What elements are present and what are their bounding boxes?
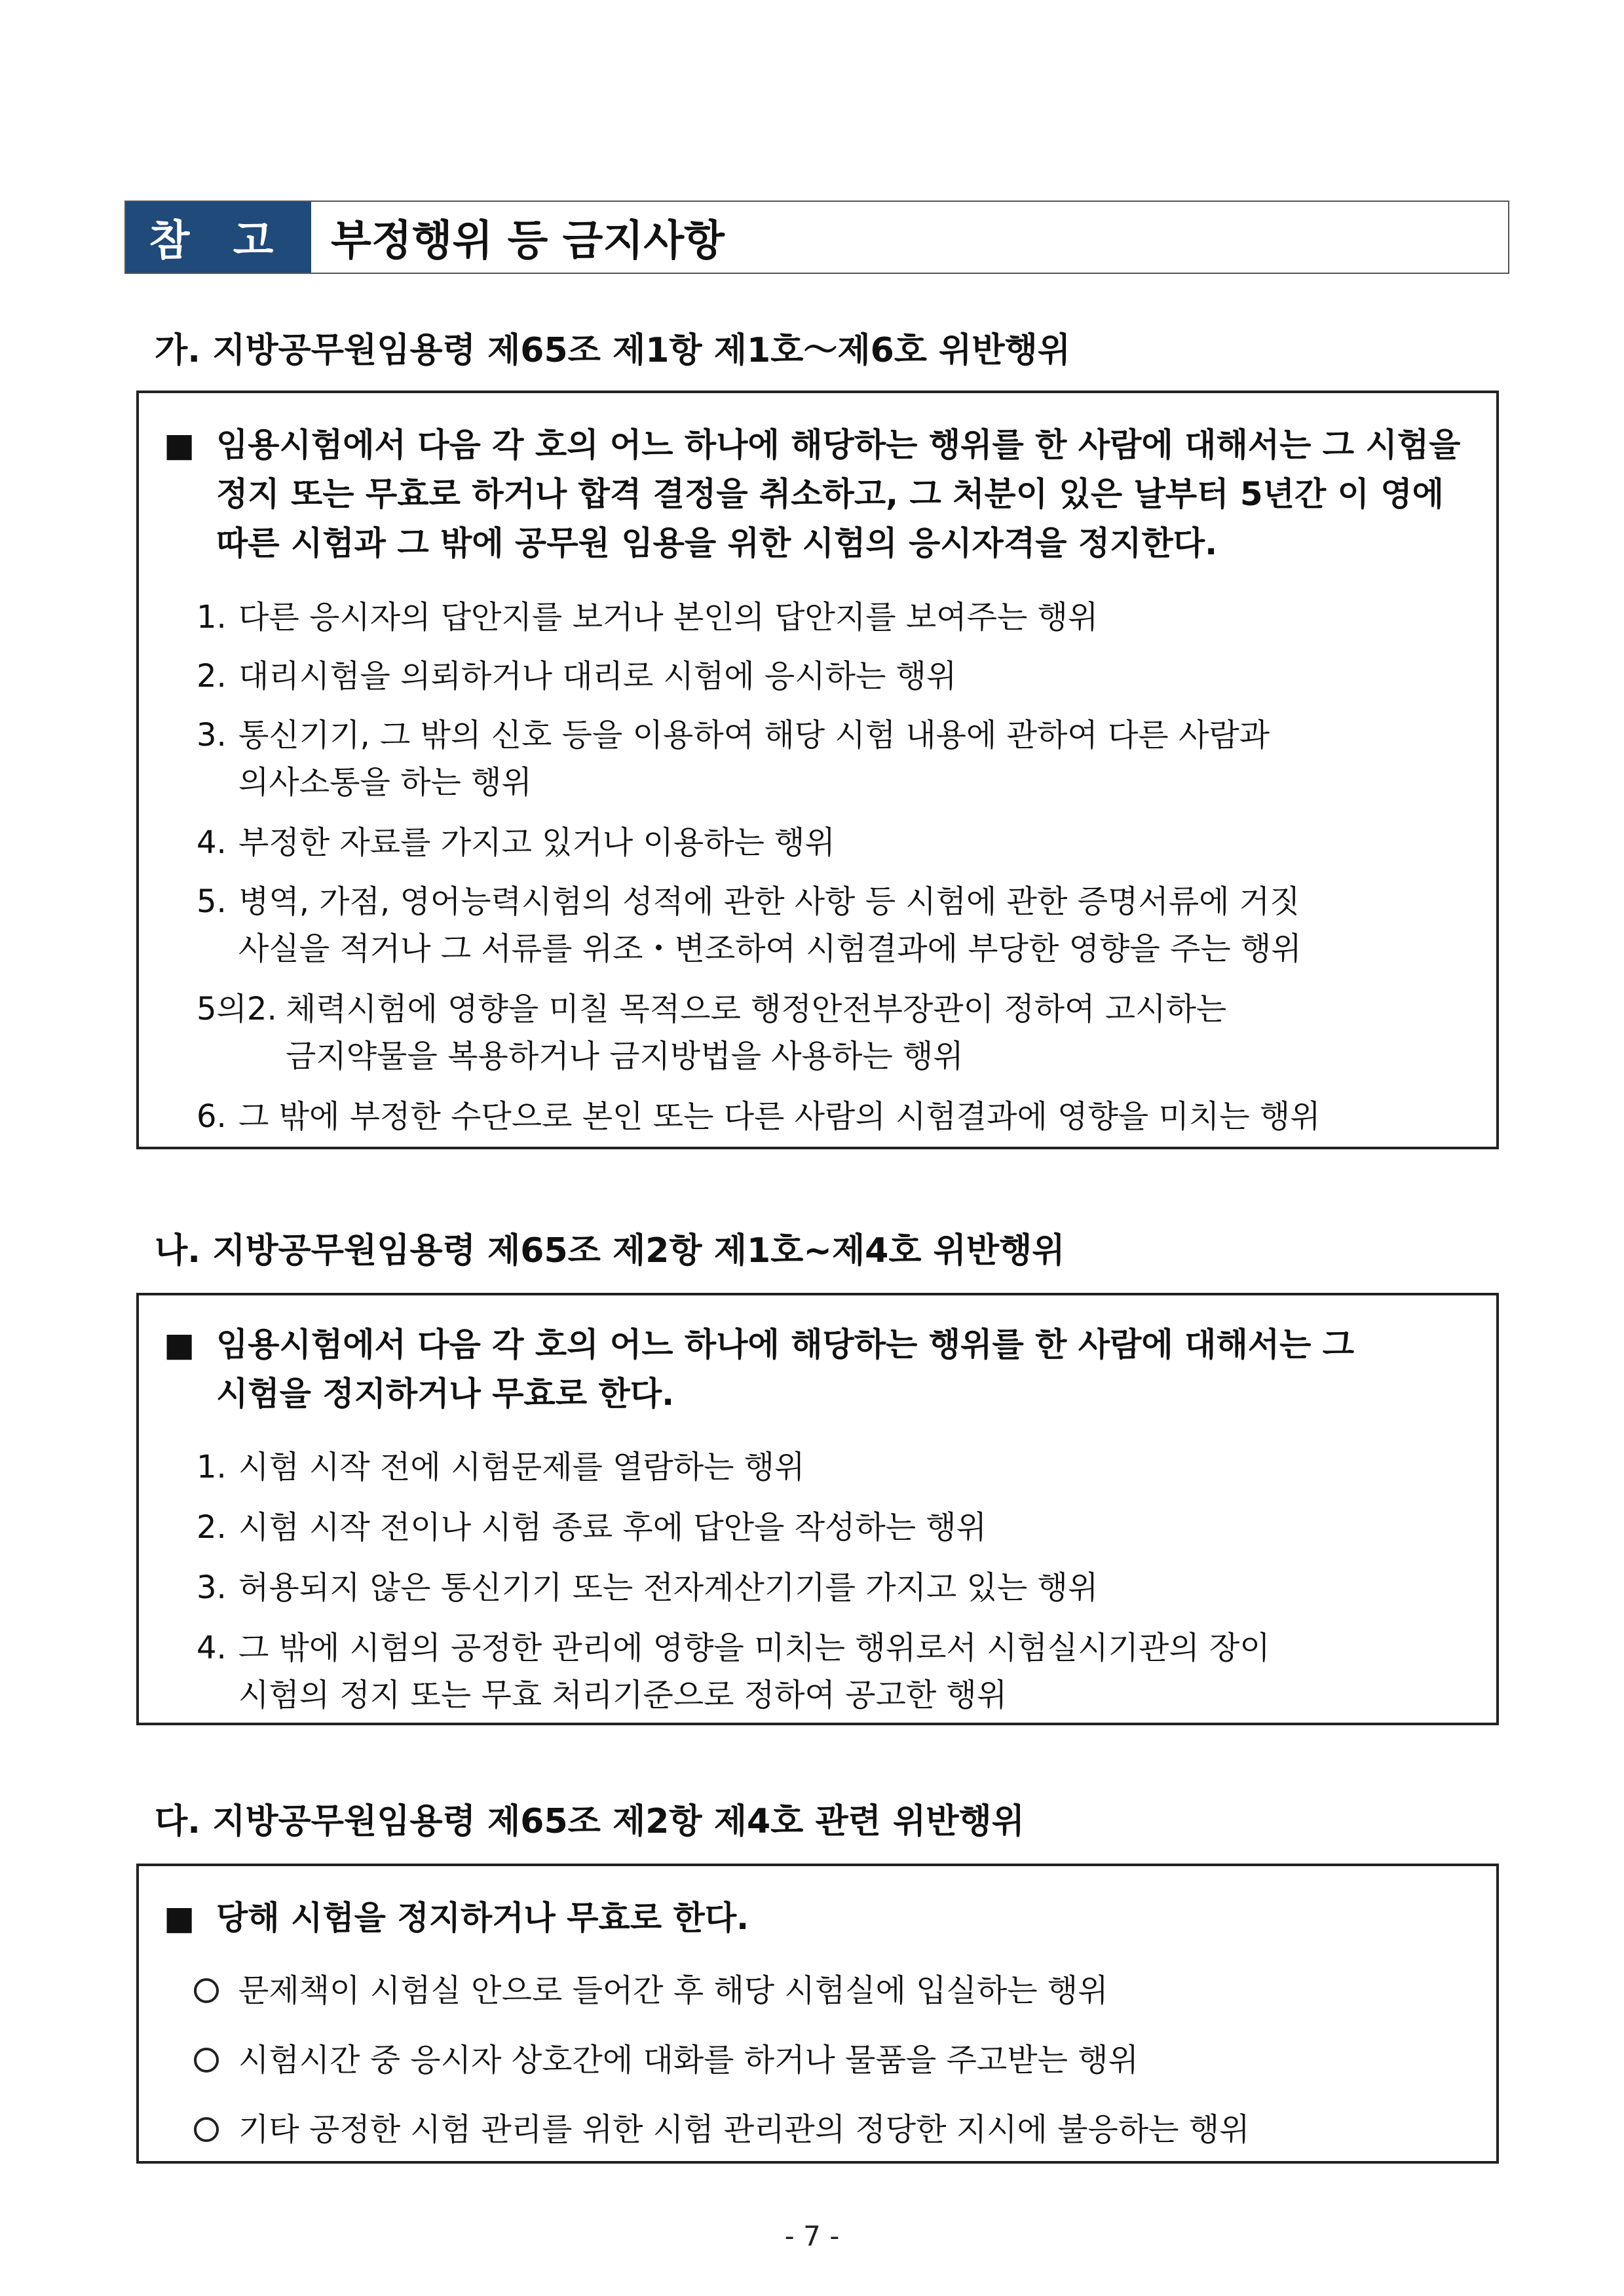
section-b-box — [136, 1293, 1499, 1725]
list-item — [197, 819, 1481, 866]
section-a-heading: 가. 지방공무원임용령 제65조 제1항 제1호～제6호 위반행위 — [155, 331, 1071, 370]
item-text: 통신기기, 그 밖의 신호 등을 이용하여 해당 시험 내용에 관하여 다른 사람과 — [238, 717, 1270, 754]
item-number: 5. — [197, 883, 227, 920]
item-number: 1. — [197, 1449, 227, 1485]
list-item — [197, 1624, 1481, 1719]
section-b-heading: 나. 지방공무원임용령 제65조 제2항 제1호~제4호 위반행위 — [155, 1231, 1065, 1271]
section-c-box — [136, 1864, 1499, 2164]
item-text: 시험 시작 전에 시험문제를 열람하는 행위 — [238, 1449, 805, 1485]
circle-bullet-icon — [194, 1978, 219, 2003]
item-text: 그 밖에 부정한 수단으로 본인 또는 다른 사람의 시험결과에 영향을 미치는 행위 — [238, 1098, 1321, 1135]
item-text: 허용되지 않은 통신기기 또는 전자계산기기를 가지고 있는 행위 — [238, 1569, 1099, 1606]
list-item — [194, 1967, 1108, 2014]
section-a-box — [136, 391, 1499, 1149]
lead-line: 따른 시험과 그 밖에 공무원 임용을 위한 시험의 응시자격을 정지한다. — [216, 524, 1218, 562]
list-item — [197, 1444, 1481, 1491]
item-number: 6. — [197, 1098, 227, 1135]
item-text: 병역, 가점, 영어능력시험의 성적에 관한 사항 등 시험에 관한 증명서류에 거짓 — [238, 883, 1300, 920]
list-item — [197, 1564, 1481, 1611]
section-c-heading: 다. 지방공무원임용령 제65조 제2항 제4호 관련 위반행위 — [155, 1802, 1025, 1841]
item-number: 2. — [197, 658, 227, 695]
reference-header — [124, 201, 1509, 274]
item-text: 부정한 자료를 가지고 있거나 이용하는 행위 — [238, 824, 835, 861]
list-item — [194, 2037, 1139, 2084]
list-item — [197, 1093, 1481, 1140]
item-text: 대리시험을 의뢰하거나 대리로 시험에 응시하는 행위 — [238, 658, 957, 695]
list-item — [197, 1504, 1481, 1551]
list-item — [197, 653, 1481, 700]
lead-line: 임용시험에서 다음 각 호의 어느 하나에 해당하는 행위를 한 사람에 대해서는 그 — [216, 1326, 1355, 1364]
item-text: 시험 시작 전이나 시험 종료 후에 답안을 작성하는 행위 — [238, 1509, 987, 1546]
item-text: 금지약물을 복용하거나 금지방법을 사용하는 행위 — [286, 1038, 964, 1075]
item-number: 5의2. — [197, 991, 277, 1027]
square-bullet-icon: ■ — [164, 1899, 195, 1937]
section-c-lead — [164, 1894, 1467, 1943]
item-text: 시험시간 중 응시자 상호간에 대화를 하거나 물품을 주고받는 행위 — [238, 2042, 1139, 2078]
section-a-lead — [164, 421, 1467, 568]
list-item — [197, 594, 1481, 641]
square-bullet-icon: ■ — [164, 426, 195, 464]
page-title: 부정행위 등 금지사항 — [331, 217, 725, 265]
item-text: 그 밖에 시험의 공정한 관리에 영향을 미치는 행위로서 시험실시기관의 장이 — [238, 1630, 1270, 1666]
item-text: 사실을 적거나 그 서류를 위조・변조하여 시험결과에 부당한 영향을 주는 행위 — [238, 930, 1302, 967]
item-number: 4. — [197, 1630, 227, 1666]
item-number: 4. — [197, 824, 227, 861]
lead-line: 정지 또는 무효로 하거나 합격 결정을 취소하고, 그 처분이 있은 날부터 5년간 이 영에 — [216, 475, 1444, 513]
item-number: 1. — [197, 599, 227, 636]
item-text: 문제책이 시험실 안으로 들어간 후 해당 시험실에 입실하는 행위 — [238, 1972, 1108, 2009]
circle-bullet-icon — [194, 2048, 219, 2073]
lead-line: 임용시험에서 다음 각 호의 어느 하나에 해당하는 행위를 한 사람에 대해서는 그 시험을 — [216, 426, 1461, 464]
list-item — [197, 985, 1481, 1080]
list-item — [197, 712, 1481, 806]
lead-line: 당해 시험을 정지하거나 무효로 한다. — [216, 1899, 749, 1937]
lead-line: 시험을 정지하거나 무효로 한다. — [216, 1375, 675, 1413]
item-text: 시험의 정지 또는 무효 처리기준으로 정하여 공고한 행위 — [238, 1677, 1008, 1713]
item-text: 기타 공정한 시험 관리를 위한 시험 관리관의 정당한 지시에 불응하는 행위 — [238, 2111, 1250, 2148]
item-text: 체력시험에 영향을 미칠 목적으로 행정안전부장관이 정하여 고시하는 — [286, 991, 1227, 1027]
item-text: 다른 응시자의 답안지를 보거나 본인의 답안지를 보여주는 행위 — [238, 599, 1099, 636]
item-number: 3. — [197, 717, 227, 754]
list-item — [197, 878, 1481, 972]
page-number: - 7 - — [784, 2220, 840, 2252]
section-b-lead — [164, 1320, 1467, 1419]
item-number: 3. — [197, 1569, 227, 1606]
circle-bullet-icon — [194, 2117, 219, 2142]
square-bullet-icon: ■ — [164, 1326, 195, 1364]
item-text: 의사소통을 하는 행위 — [238, 764, 532, 801]
reference-tag: 참 고 — [126, 202, 311, 273]
list-item — [194, 2106, 1250, 2153]
item-number: 2. — [197, 1509, 227, 1546]
